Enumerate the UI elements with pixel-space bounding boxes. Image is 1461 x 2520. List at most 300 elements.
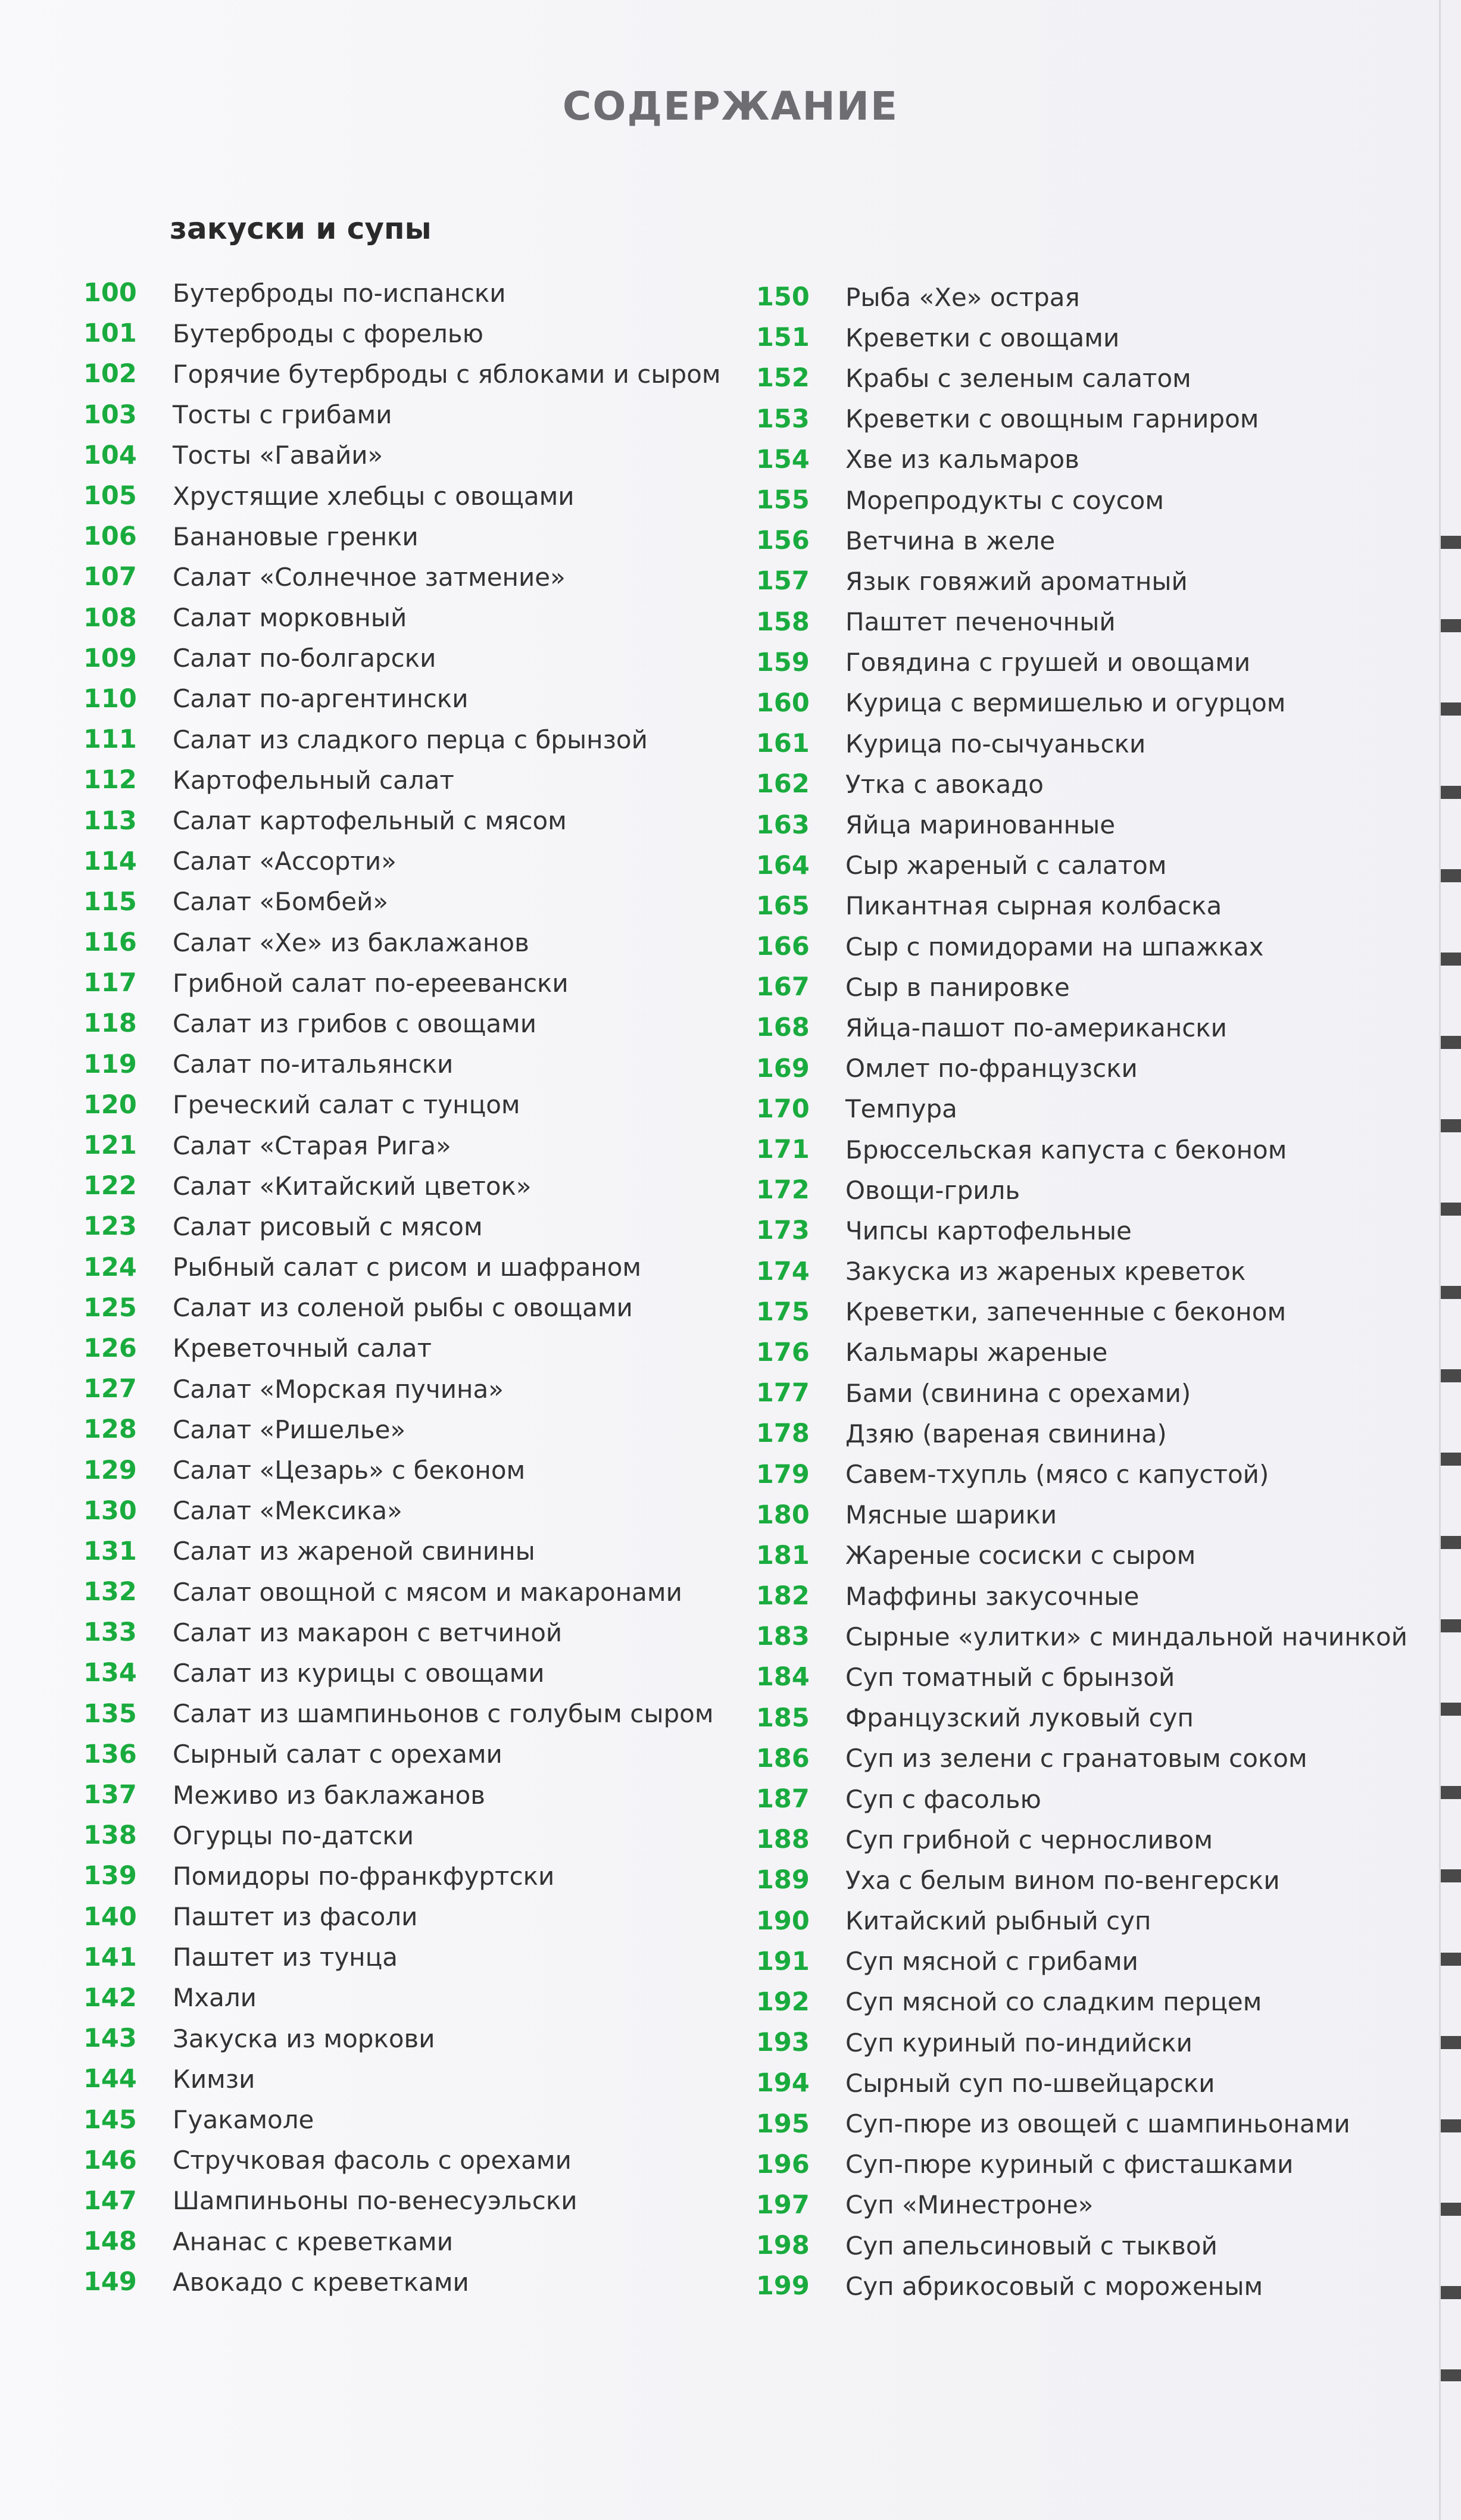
- recipe-title: Маффины закусочные: [845, 1581, 1140, 1611]
- page-number: 160: [756, 688, 810, 718]
- recipe-title: Морепродукты с соусом: [845, 485, 1165, 515]
- contents-entry: [83, 1653, 738, 1693]
- page-number: 145: [83, 2104, 137, 2135]
- recipe-title: Ананас с креветками: [173, 2227, 454, 2256]
- contents-entry: [83, 1125, 738, 1166]
- page-number: 147: [83, 2185, 137, 2216]
- contents-entry: [83, 1328, 738, 1369]
- recipe-title: Хрустящие хлебцы с овощами: [173, 481, 575, 511]
- contents-entry: [83, 2018, 738, 2059]
- contents-entry: [756, 1332, 1411, 1373]
- recipe-title: Салат из курицы с овощами: [173, 1658, 545, 1688]
- page-number: 182: [756, 1581, 810, 1612]
- page-number: 146: [83, 2145, 137, 2175]
- recipe-title: Греческий салат с тунцом: [173, 1090, 520, 1120]
- page-number: 199: [756, 2271, 810, 2302]
- recipe-title: Суп апельсиновый с тыквой: [845, 2231, 1218, 2260]
- page-number: 161: [756, 729, 810, 759]
- page-number: 115: [83, 886, 137, 917]
- recipe-title: Гуакамоле: [173, 2105, 314, 2135]
- recipe-title: Говядина с грушей и овощами: [845, 648, 1251, 677]
- contents-entry: [756, 1901, 1411, 1941]
- page-number: 150: [756, 282, 810, 313]
- page-number: 167: [756, 972, 810, 1003]
- page-number: 116: [83, 928, 137, 958]
- page-number: 142: [83, 1982, 137, 2013]
- recipe-title: Суп томатный с брынзой: [845, 1662, 1175, 1692]
- page-number: 163: [756, 810, 810, 840]
- recipe-title: Салат из грибов с овощами: [173, 1008, 537, 1038]
- page-number: 120: [83, 1089, 137, 1120]
- contents-entry: [756, 399, 1411, 439]
- page-number: 172: [756, 1175, 810, 1206]
- page-number: 177: [756, 1378, 810, 1409]
- recipe-title: Сырный суп по-швейцарски: [845, 2068, 1215, 2098]
- recipe-title: Салат «Мексика»: [173, 1496, 402, 1526]
- recipe-title: Креветки с овощами: [845, 323, 1120, 352]
- recipe-title: Суп-пюре из овощей с шампиньонами: [845, 2109, 1350, 2139]
- recipe-title: Горячие бутерброды с яблоками и сыром: [173, 359, 721, 389]
- recipe-title: Салат «Хе» из баклажанов: [173, 928, 529, 957]
- recipe-title: Суп куриный по-индийски: [845, 2028, 1192, 2057]
- page-number: 112: [83, 765, 137, 795]
- recipe-title: Салат из макарон с ветчиной: [173, 1617, 563, 1647]
- recipe-title: Сыр в панировке: [845, 972, 1070, 1002]
- recipe-title: Уха с белым вином по-венгерски: [845, 1865, 1280, 1895]
- contents-entry: [83, 719, 738, 760]
- page-number: 114: [83, 846, 137, 876]
- page-number: 198: [756, 2231, 810, 2261]
- contents-entry: [83, 1369, 738, 1409]
- contents-entry: [756, 358, 1411, 398]
- page-number: 105: [83, 481, 137, 511]
- contents-entry: [756, 683, 1411, 723]
- page-number: 195: [756, 2109, 810, 2139]
- contents-entry: [83, 435, 738, 476]
- recipe-title: Закуска из моркови: [173, 2024, 435, 2053]
- page-number: 138: [83, 1820, 137, 1851]
- page-number: 180: [756, 1500, 810, 1530]
- page-number: 109: [83, 643, 137, 673]
- page-number: 106: [83, 522, 137, 552]
- contents-entry: [83, 2221, 738, 2262]
- contents-entry: [83, 2059, 738, 2099]
- page-number: 126: [83, 1333, 137, 1363]
- page-number: 184: [756, 1662, 810, 1693]
- contents-entry: [83, 1044, 738, 1085]
- contents-entry: [756, 1413, 1411, 1454]
- recipe-title: Креветочный салат: [173, 1334, 432, 1363]
- recipe-title: Язык говяжий ароматный: [845, 566, 1188, 596]
- page-number: 129: [83, 1455, 137, 1485]
- page-number: 185: [756, 1703, 810, 1733]
- contents-entry: [83, 760, 738, 800]
- recipe-title: Сырный салат с орехами: [173, 1740, 502, 1769]
- page-number: 110: [83, 683, 137, 714]
- contents-entry: [83, 313, 738, 354]
- contents-entry: [756, 277, 1411, 317]
- contents-entry: [756, 439, 1411, 480]
- recipe-title: Чипсы картофельные: [845, 1216, 1132, 1245]
- contents-entry: [756, 1779, 1411, 1819]
- contents-entry: [756, 1982, 1411, 2022]
- contents-entry: [756, 1495, 1411, 1535]
- page-number: 192: [756, 1987, 810, 2017]
- page-number: 139: [83, 1861, 137, 1891]
- contents-entry: [83, 1612, 738, 1653]
- page-number: 103: [83, 399, 137, 430]
- contents-entry: [83, 679, 738, 719]
- recipe-title: Овощи-гриль: [845, 1175, 1020, 1205]
- contents-entry: [756, 1251, 1411, 1292]
- page-title: СОДЕРЖАНИЕ: [562, 83, 899, 129]
- page-number: 157: [756, 566, 810, 597]
- page-number: 125: [83, 1292, 137, 1323]
- contents-entry: [756, 926, 1411, 967]
- contents-entry: [83, 882, 738, 922]
- contents-entry: [756, 520, 1411, 561]
- page-number: 104: [83, 440, 137, 470]
- page-number: 100: [83, 278, 137, 308]
- page-number: 168: [756, 1013, 810, 1043]
- page-number: 127: [83, 1374, 137, 1404]
- recipe-title: Кальмары жареные: [845, 1338, 1108, 1367]
- recipe-title: Огурцы по-датски: [173, 1820, 414, 1850]
- page-number: 128: [83, 1414, 137, 1445]
- contents-entry: [756, 2225, 1411, 2266]
- page-number: 191: [756, 1946, 810, 1976]
- contents-entry: [756, 1657, 1411, 1697]
- contents-entry: [756, 1292, 1411, 1332]
- page-number: 186: [756, 1743, 810, 1773]
- contents-right-column: [756, 277, 1411, 2306]
- recipe-title: Сыр с помидорами на шпажках: [845, 932, 1264, 961]
- recipe-title: Яйца-пашот по-американски: [845, 1013, 1227, 1042]
- page-number: 149: [83, 2267, 137, 2297]
- contents-entry: [83, 1815, 738, 1856]
- recipe-title: Ветчина в желе: [845, 526, 1056, 555]
- contents-entry: [83, 638, 738, 679]
- contents-entry: [83, 1085, 738, 1125]
- contents-entry: [83, 2140, 738, 2181]
- recipe-title: Паштет печеночный: [845, 607, 1116, 637]
- recipe-title: Суп-пюре куриный с фисташками: [845, 2150, 1294, 2179]
- contents-entry: [756, 561, 1411, 601]
- recipe-title: Креветки с овощным гарниром: [845, 404, 1259, 434]
- contents-entry: [756, 2185, 1411, 2225]
- recipe-title: Тосты с грибами: [173, 400, 392, 430]
- page-number: 148: [83, 2227, 137, 2257]
- recipe-title: Жареные сосиски с сыром: [845, 1541, 1196, 1570]
- recipe-title: Савем-тхупль (мясо с капустой): [845, 1460, 1269, 1489]
- page-number: 165: [756, 891, 810, 921]
- contents-entry: [83, 841, 738, 882]
- page-number: 171: [756, 1135, 810, 1165]
- contents-entry: [83, 354, 738, 394]
- contents-entry: [756, 642, 1411, 683]
- recipe-title: Суп из зелени с гранатовым соком: [845, 1744, 1307, 1773]
- recipe-title: Салат по-итальянски: [173, 1050, 454, 1079]
- contents-entry: [83, 1003, 738, 1044]
- contents-entry: [83, 1734, 738, 1775]
- page-number: 166: [756, 932, 810, 962]
- page-number: 158: [756, 607, 810, 637]
- page-number: 196: [756, 2149, 810, 2179]
- contents-entry: [756, 1007, 1411, 1048]
- recipe-title: Яйца маринованные: [845, 810, 1116, 840]
- page-number: 187: [756, 1784, 810, 1815]
- page-number: 130: [83, 1495, 137, 1526]
- recipe-title: Салат из сладкого перца с брынзой: [173, 725, 648, 754]
- contents-entry: [83, 1450, 738, 1490]
- contents-entry: [83, 1491, 738, 1531]
- page-number: 131: [83, 1536, 137, 1566]
- recipe-title: Салат «Цезарь» с беконом: [173, 1456, 526, 1485]
- page-number: 119: [83, 1049, 137, 1079]
- page-number: 155: [756, 485, 810, 516]
- page-number: 193: [756, 2028, 810, 2058]
- contents-entry: [756, 1373, 1411, 1413]
- contents-entry: [83, 395, 738, 435]
- recipe-title: Помидоры по-франкфуртски: [173, 1861, 555, 1891]
- page-number: 133: [83, 1617, 137, 1648]
- contents-entry: [83, 1775, 738, 1815]
- contents-entry: [83, 1409, 738, 1450]
- page-number: 140: [83, 1901, 137, 1932]
- contents-entry: [756, 1048, 1411, 1089]
- contents-entry: [83, 1694, 738, 1734]
- recipe-title: Французский луковый суп: [845, 1703, 1194, 1733]
- page-number: 124: [83, 1252, 137, 1282]
- recipe-title: Бутерброды с форелью: [173, 318, 483, 348]
- page-number: 136: [83, 1739, 137, 1769]
- page-number: 189: [756, 1865, 810, 1896]
- recipe-title: Темпура: [845, 1094, 957, 1124]
- recipe-title: Салат «Ассорти»: [173, 847, 397, 876]
- recipe-title: Картофельный салат: [173, 765, 454, 795]
- contents-entry: [83, 1531, 738, 1572]
- page-number: 122: [83, 1171, 137, 1201]
- recipe-title: Сырные «улитки» с миндальной начинкой: [845, 1622, 1408, 1651]
- recipe-title: Креветки, запеченные с беконом: [845, 1297, 1287, 1327]
- page-number: 134: [83, 1658, 137, 1688]
- page-number: 123: [83, 1211, 137, 1242]
- contents-entry: [756, 1819, 1411, 1860]
- recipe-title: Хве из кальмаров: [845, 445, 1079, 474]
- page-number: 132: [83, 1577, 137, 1607]
- recipe-title: Салат «Ришелье»: [173, 1414, 406, 1444]
- page-number: 111: [83, 725, 137, 755]
- page-number: 144: [83, 2064, 137, 2094]
- contents-entry: [756, 480, 1411, 520]
- recipe-title: Салат морковный: [173, 603, 407, 633]
- contents-left-column: [83, 273, 738, 2302]
- contents-entry: [756, 1576, 1411, 1616]
- contents-entry: [756, 804, 1411, 845]
- page-number: 173: [756, 1216, 810, 1246]
- recipe-title: Омлет по-французски: [845, 1054, 1138, 1083]
- recipe-title: Тосты «Гавайи»: [173, 441, 383, 470]
- recipe-title: Рыбный салат с рисом и шафраном: [173, 1253, 642, 1282]
- contents-entry: [83, 1247, 738, 1288]
- contents-entry: [756, 317, 1411, 358]
- contents-entry: [756, 764, 1411, 804]
- page-number: 135: [83, 1698, 137, 1729]
- contents-entry: [83, 2181, 738, 2221]
- contents-entry: [756, 723, 1411, 764]
- recipe-title: Суп мясной с грибами: [845, 1947, 1138, 1976]
- recipe-title: Салат овощной с мясом и макаронами: [173, 1577, 682, 1607]
- recipe-title: Пикантная сырная колбаска: [845, 891, 1222, 921]
- recipe-title: Салат рисовый с мясом: [173, 1211, 483, 1241]
- contents-entry: [83, 1937, 738, 1978]
- recipe-title: Салат «Бомбей»: [173, 887, 389, 917]
- recipe-title: Салат из жареной свинины: [173, 1537, 535, 1566]
- recipe-title: Салат из соленой рыбы с овощами: [173, 1293, 633, 1323]
- recipe-title: Салат «Морская пучина»: [173, 1374, 504, 1404]
- recipe-title: Суп грибной с черносливом: [845, 1825, 1213, 1854]
- page-number: 137: [83, 1780, 137, 1810]
- page-number: 183: [756, 1622, 810, 1652]
- page-number: 197: [756, 2190, 810, 2220]
- page-number: 169: [756, 1053, 810, 1083]
- contents-entry: [756, 1129, 1411, 1170]
- recipe-title: Суп абрикосовый с мороженым: [845, 2271, 1263, 2301]
- recipe-title: Бами (свинина с орехами): [845, 1378, 1191, 1408]
- page-number: 101: [83, 318, 137, 349]
- page-number: 121: [83, 1131, 137, 1161]
- contents-entry: [83, 476, 738, 516]
- page-number: 159: [756, 647, 810, 677]
- recipe-title: Грибной салат по-ереевански: [173, 968, 569, 998]
- contents-entry: [83, 557, 738, 597]
- contents-entry: [756, 2063, 1411, 2103]
- page-number: 181: [756, 1540, 810, 1570]
- contents-entry: [756, 845, 1411, 886]
- page-number: 102: [83, 359, 137, 389]
- recipe-title: Крабы с зеленым салатом: [845, 363, 1191, 393]
- recipe-title: Сыр жареный с салатом: [845, 851, 1167, 880]
- recipe-title: Китайский рыбный суп: [845, 1906, 1151, 1936]
- contents-entry: [756, 1089, 1411, 1129]
- contents-entry: [83, 598, 738, 638]
- page-number: 113: [83, 805, 137, 836]
- spiral-binding: [1441, 536, 1461, 2381]
- recipe-title: Банановые гренки: [173, 522, 419, 551]
- contents-entry: [83, 1856, 738, 1896]
- page-number: 179: [756, 1459, 810, 1489]
- contents-entry: [83, 963, 738, 1003]
- page-number: 108: [83, 602, 137, 633]
- contents-entry: [756, 2144, 1411, 2185]
- contents-entry: [83, 273, 738, 313]
- contents-entry: [756, 2266, 1411, 2306]
- contents-entry: [83, 516, 738, 557]
- contents-entry: [83, 1288, 738, 1328]
- contents-entry: [756, 1535, 1411, 1576]
- recipe-title: Паштет из фасоли: [173, 1902, 418, 1932]
- page-number: 118: [83, 1008, 137, 1039]
- page-number: 141: [83, 1942, 137, 1972]
- recipe-title: Брюссельская капуста с беконом: [845, 1135, 1287, 1164]
- contents-entry: [756, 602, 1411, 642]
- page-number: 107: [83, 562, 137, 592]
- contents-entry: [756, 1170, 1411, 1210]
- contents-entry: [83, 1978, 738, 2018]
- contents-entry: [83, 922, 738, 963]
- page-number: 164: [756, 850, 810, 880]
- page-number: 154: [756, 444, 810, 474]
- contents-entry: [756, 2022, 1411, 2063]
- recipe-title: Салат из шампиньонов с голубым сыром: [173, 1699, 714, 1729]
- recipe-title: Салат «Старая Рига»: [173, 1131, 451, 1160]
- recipe-title: Мхали: [173, 1983, 257, 2013]
- contents-entry: [83, 1897, 738, 1937]
- recipe-title: Утка с авокадо: [845, 769, 1044, 799]
- recipe-title: Шампиньоны по-венесуэльски: [173, 2186, 577, 2216]
- contents-entry: [756, 1210, 1411, 1251]
- page-number: 178: [756, 1419, 810, 1449]
- recipe-title: Меживо из баклажанов: [173, 1780, 486, 1810]
- recipe-title: Салат «Китайский цветок»: [173, 1171, 532, 1201]
- contents-entry: [83, 1572, 738, 1612]
- contents-entry: [83, 1206, 738, 1247]
- recipe-title: Рыба «Хе» острая: [845, 282, 1080, 312]
- recipe-title: Суп мясной со сладким перцем: [845, 1987, 1262, 2017]
- contents-entry: [756, 1454, 1411, 1494]
- contents-entry: [756, 1698, 1411, 1738]
- recipe-title: Паштет из тунца: [173, 1943, 398, 1972]
- contents-entry: [756, 1738, 1411, 1779]
- contents-entry: [83, 1166, 738, 1206]
- contents-entry: [756, 1941, 1411, 1982]
- recipe-title: Дзяю (вареная свинина): [845, 1419, 1167, 1448]
- recipe-title: Курица по-сычуаньски: [845, 729, 1146, 758]
- recipe-title: Салат «Солнечное затмение»: [173, 562, 566, 592]
- recipe-title: Салат по-аргентински: [173, 684, 469, 714]
- contents-entry: [756, 1616, 1411, 1657]
- recipe-title: Стручковая фасоль с орехами: [173, 2146, 572, 2175]
- contents-entry: [83, 2262, 738, 2302]
- recipe-title: Суп «Минестроне»: [845, 2190, 1094, 2220]
- contents-entry: [756, 886, 1411, 926]
- page-number: 188: [756, 1825, 810, 1855]
- recipe-title: Мясные шарики: [845, 1500, 1057, 1530]
- contents-entry: [83, 800, 738, 841]
- page-number: 174: [756, 1256, 810, 1286]
- page-number: 176: [756, 1337, 810, 1367]
- page-number: 117: [83, 968, 137, 998]
- page-number: 162: [756, 769, 810, 800]
- page-number: 170: [756, 1094, 810, 1124]
- page-number: 143: [83, 2024, 137, 2054]
- contents-entry: [756, 2103, 1411, 2144]
- section-heading: закуски и супы: [170, 211, 432, 246]
- contents-entry: [756, 967, 1411, 1007]
- recipe-title: Суп с фасолью: [845, 1784, 1041, 1814]
- page-number: 153: [756, 404, 810, 434]
- recipe-title: Бутерброды по-испански: [173, 278, 506, 308]
- recipe-title: Кимзи: [173, 2064, 255, 2094]
- page-number: 175: [756, 1297, 810, 1327]
- page-number: 156: [756, 526, 810, 556]
- recipe-title: Салат картофельный с мясом: [173, 806, 567, 836]
- contents-entry: [83, 2099, 738, 2140]
- page-number: 194: [756, 2068, 810, 2099]
- contents-entry: [756, 1860, 1411, 1900]
- page-number: 152: [756, 363, 810, 394]
- recipe-title: Авокадо с креветками: [173, 2267, 469, 2297]
